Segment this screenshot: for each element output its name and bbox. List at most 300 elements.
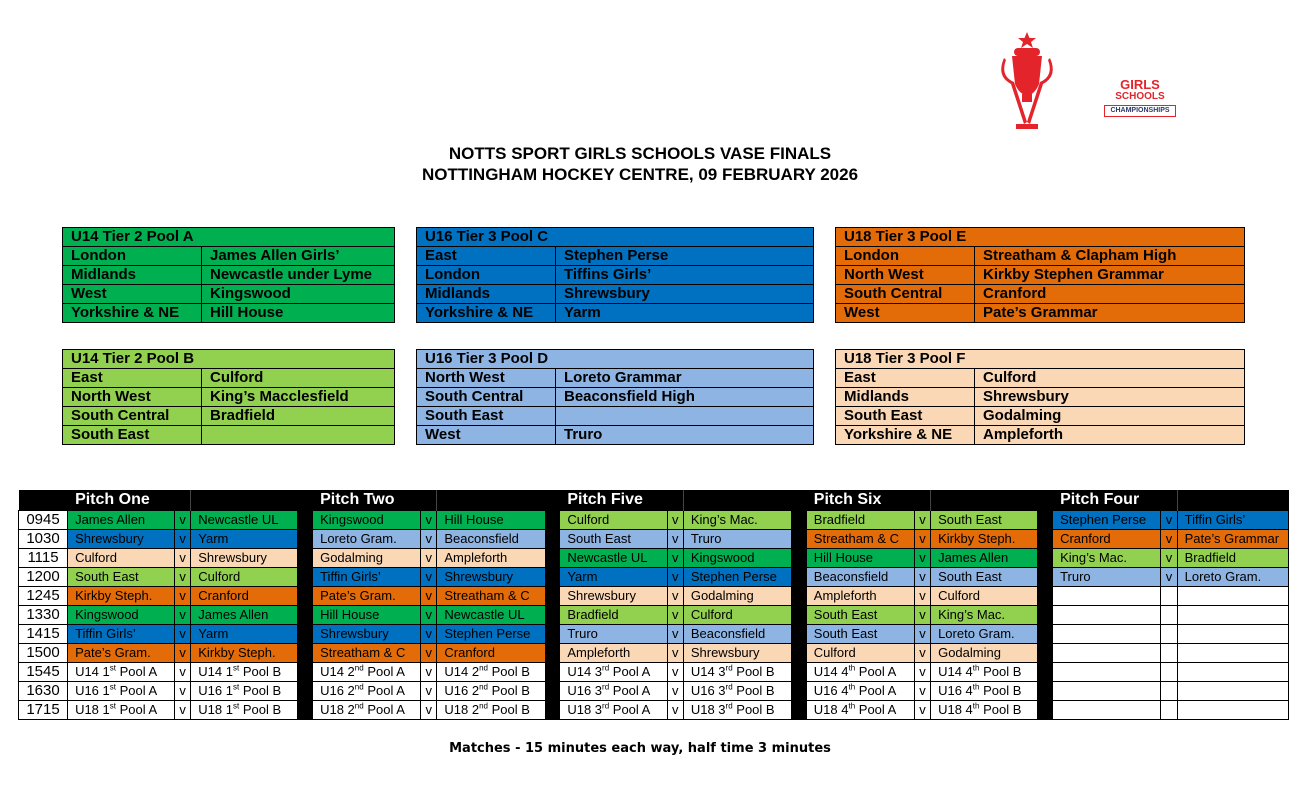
pool-region: London xyxy=(836,247,975,266)
pool-region: North West xyxy=(836,266,975,285)
pitch-header-blank xyxy=(175,490,191,511)
home-team: Truro xyxy=(1053,568,1161,587)
pool-table xyxy=(835,227,1245,323)
home-team xyxy=(1053,644,1161,663)
pool-school: Kingswood xyxy=(202,285,395,304)
versus-label: v xyxy=(667,530,683,549)
pool-row xyxy=(417,266,814,285)
away-team: Godalming xyxy=(931,644,1038,663)
versus-label: v xyxy=(667,606,683,625)
home-team: Stephen Perse xyxy=(1053,511,1161,530)
home-team: South East xyxy=(806,625,914,644)
away-team: Loreto Gram. xyxy=(1177,568,1288,587)
away-team: U16 2nd Pool B xyxy=(437,682,545,701)
schedule-row xyxy=(19,587,1289,606)
pitch-separator xyxy=(1038,625,1053,644)
pitch-separator xyxy=(792,682,807,701)
home-team: Cranford xyxy=(1053,530,1161,549)
pool-row xyxy=(417,285,814,304)
pitch-separator xyxy=(1038,568,1053,587)
versus-label: v xyxy=(421,568,437,587)
away-team: U16 3rd Pool B xyxy=(683,682,791,701)
pool-school: Shrewsbury xyxy=(556,285,814,304)
pool-table xyxy=(62,227,395,323)
away-team xyxy=(1177,682,1288,701)
versus-label: v xyxy=(421,549,437,568)
pitch-separator xyxy=(792,568,807,587)
pitch-separator xyxy=(545,549,560,568)
pitch-separator xyxy=(1038,644,1053,663)
pool-row xyxy=(836,388,1245,407)
away-team: U16 1st Pool B xyxy=(191,682,298,701)
versus-label xyxy=(1161,663,1177,682)
pitch-separator xyxy=(792,490,807,511)
pitch-separator xyxy=(545,511,560,530)
pool-school: Newcastle under Lyme xyxy=(202,266,395,285)
versus-label: v xyxy=(421,701,437,720)
away-team: Loreto Gram. xyxy=(931,625,1038,644)
home-team: Culford xyxy=(560,511,667,530)
versus-label: v xyxy=(421,625,437,644)
away-team: Hill House xyxy=(437,511,545,530)
versus-label: v xyxy=(914,625,930,644)
match-time: 1415 xyxy=(19,625,68,644)
home-team: Tiffin Girls’ xyxy=(313,568,421,587)
pitch-header-blank xyxy=(421,490,437,511)
pool-region: East xyxy=(63,369,202,388)
versus-label xyxy=(1161,606,1177,625)
match-time: 1715 xyxy=(19,701,68,720)
pitch-separator xyxy=(1038,663,1053,682)
away-team: Kingswood xyxy=(683,549,791,568)
pitch-separator xyxy=(792,701,807,720)
pitch-separator xyxy=(298,490,313,511)
home-team: U14 2nd Pool A xyxy=(313,663,421,682)
pool-school xyxy=(556,407,814,426)
pitch-header-blank xyxy=(1177,490,1288,511)
away-team: Streatham & C xyxy=(437,587,545,606)
away-team: James Allen xyxy=(931,549,1038,568)
logo-line-girls: GIRLS xyxy=(1120,77,1160,92)
home-team: U16 1st Pool A xyxy=(68,682,175,701)
pool-school: Tiffins Girls’ xyxy=(556,266,814,285)
away-team: Cranford xyxy=(191,587,298,606)
pitch-separator xyxy=(1038,587,1053,606)
schedule-row xyxy=(19,644,1289,663)
pool-region: London xyxy=(63,247,202,266)
schedule-header-row xyxy=(19,490,1289,511)
versus-label: v xyxy=(667,663,683,682)
home-team xyxy=(1053,625,1161,644)
versus-label: v xyxy=(914,511,930,530)
away-team: Truro xyxy=(683,530,791,549)
pool-row xyxy=(417,304,814,323)
match-time: 1500 xyxy=(19,644,68,663)
home-team: King’s Mac. xyxy=(1053,549,1161,568)
away-team: Stephen Perse xyxy=(437,625,545,644)
pool-region: South East xyxy=(63,426,202,445)
home-team: Ampleforth xyxy=(560,644,667,663)
away-team: Shrewsbury xyxy=(191,549,298,568)
versus-label: v xyxy=(667,587,683,606)
schedule-row xyxy=(19,625,1289,644)
away-team: Godalming xyxy=(683,587,791,606)
pool-row xyxy=(836,304,1245,323)
pitch-header: Pitch Two xyxy=(313,490,421,511)
versus-label: v xyxy=(1161,530,1177,549)
pool-region: Midlands xyxy=(836,388,975,407)
pitch-separator xyxy=(298,511,313,530)
away-team xyxy=(1177,701,1288,720)
home-team: U14 4th Pool A xyxy=(806,663,914,682)
versus-label xyxy=(1161,587,1177,606)
away-team: Tiffin Girls’ xyxy=(1177,511,1288,530)
pitch-header-blank xyxy=(683,490,791,511)
pool-row xyxy=(836,285,1245,304)
home-team: Beaconsfield xyxy=(806,568,914,587)
versus-label: v xyxy=(914,606,930,625)
away-team: U16 4th Pool B xyxy=(931,682,1038,701)
pool-row xyxy=(63,247,395,266)
away-team: Beaconsfield xyxy=(683,625,791,644)
home-team: U18 1st Pool A xyxy=(68,701,175,720)
versus-label: v xyxy=(914,644,930,663)
versus-label: v xyxy=(175,568,191,587)
pitch-separator xyxy=(545,663,560,682)
pool-school: Godalming xyxy=(975,407,1245,426)
pool-region: South Central xyxy=(417,388,556,407)
schedule-row xyxy=(19,701,1289,720)
pitch-separator xyxy=(792,549,807,568)
versus-label: v xyxy=(667,644,683,663)
versus-label xyxy=(1161,682,1177,701)
pool-school: Loreto Grammar xyxy=(556,369,814,388)
pitch-separator xyxy=(298,530,313,549)
pool-region: West xyxy=(63,285,202,304)
match-rules-note: Matches - 15 minutes each way, half time 3 minutes xyxy=(449,741,831,756)
home-team: Yarm xyxy=(560,568,667,587)
pool-title: U14 Tier 2 Pool B xyxy=(63,350,395,369)
schedule-row xyxy=(19,568,1289,587)
away-team: Shrewsbury xyxy=(437,568,545,587)
versus-label: v xyxy=(421,644,437,663)
pitch-separator xyxy=(1038,511,1053,530)
pitch-header-blank xyxy=(437,490,545,511)
pitch-separator xyxy=(298,701,313,720)
away-team: Stephen Perse xyxy=(683,568,791,587)
home-team xyxy=(1053,587,1161,606)
pitch-separator xyxy=(792,530,807,549)
away-team: Yarm xyxy=(191,530,298,549)
pool-region: South Central xyxy=(63,407,202,426)
versus-label: v xyxy=(914,682,930,701)
versus-label: v xyxy=(1161,511,1177,530)
match-time: 1330 xyxy=(19,606,68,625)
away-team: South East xyxy=(931,511,1038,530)
home-team: U14 3rd Pool A xyxy=(560,663,667,682)
pool-row xyxy=(417,247,814,266)
pitch-header-blank xyxy=(931,490,1038,511)
home-team: U18 4th Pool A xyxy=(806,701,914,720)
home-team: Kirkby Steph. xyxy=(68,587,175,606)
pitch-header: Pitch One xyxy=(68,490,175,511)
logo-text xyxy=(1100,78,1180,117)
pitch-header-blank xyxy=(1161,490,1177,511)
pool-title: U14 Tier 2 Pool A xyxy=(63,228,395,247)
pool-school: Stephen Perse xyxy=(556,247,814,266)
pool-row xyxy=(836,407,1245,426)
pitch-separator xyxy=(545,490,560,511)
away-team: Newcastle UL xyxy=(191,511,298,530)
pool-region: South East xyxy=(836,407,975,426)
versus-label: v xyxy=(667,701,683,720)
versus-label: v xyxy=(1161,568,1177,587)
pitch-header: Pitch Four xyxy=(1053,490,1161,511)
versus-label: v xyxy=(175,625,191,644)
home-team: U18 2nd Pool A xyxy=(313,701,421,720)
away-team: Pate’s Grammar xyxy=(1177,530,1288,549)
versus-label: v xyxy=(667,511,683,530)
away-team: Culford xyxy=(683,606,791,625)
pitch-separator xyxy=(792,625,807,644)
pool-row xyxy=(63,426,395,445)
versus-label: v xyxy=(421,682,437,701)
pitch-header-blank xyxy=(191,490,298,511)
pitch-separator xyxy=(792,606,807,625)
versus-label: v xyxy=(175,606,191,625)
versus-label: v xyxy=(667,549,683,568)
schedule-row xyxy=(19,511,1289,530)
schedule-row xyxy=(19,530,1289,549)
away-team: Kirkby Steph. xyxy=(931,530,1038,549)
pitch-separator xyxy=(545,568,560,587)
away-team: U14 3rd Pool B xyxy=(683,663,791,682)
versus-label: v xyxy=(1161,549,1177,568)
versus-label: v xyxy=(175,682,191,701)
home-team: Shrewsbury xyxy=(560,587,667,606)
page-subtitle: NOTTINGHAM HOCKEY CENTRE, 09 FEBRUARY 2026 xyxy=(421,165,859,184)
away-team: U18 4th Pool B xyxy=(931,701,1038,720)
home-team: Tiffin Girls’ xyxy=(68,625,175,644)
home-team: South East xyxy=(560,530,667,549)
pitch-separator xyxy=(298,644,313,663)
match-time: 0945 xyxy=(19,511,68,530)
pool-school xyxy=(202,426,395,445)
home-team: Kingswood xyxy=(313,511,421,530)
pool-school: Kirkby Stephen Grammar xyxy=(975,266,1245,285)
pitch-separator xyxy=(545,587,560,606)
away-team: Culford xyxy=(191,568,298,587)
home-team: Hill House xyxy=(806,549,914,568)
home-team: Godalming xyxy=(313,549,421,568)
home-team: Culford xyxy=(68,549,175,568)
away-team xyxy=(1177,663,1288,682)
versus-label: v xyxy=(175,587,191,606)
pitch-separator xyxy=(298,549,313,568)
pool-school: Cranford xyxy=(975,285,1245,304)
versus-label: v xyxy=(914,568,930,587)
pool-school: Shrewsbury xyxy=(975,388,1245,407)
home-team: Shrewsbury xyxy=(68,530,175,549)
home-team xyxy=(1053,682,1161,701)
versus-label: v xyxy=(914,701,930,720)
pool-row xyxy=(63,369,395,388)
pool-row xyxy=(63,407,395,426)
pool-title: U16 Tier 3 Pool D xyxy=(417,350,814,369)
away-team: Bradfield xyxy=(1177,549,1288,568)
pitch-separator xyxy=(545,606,560,625)
schedule-row xyxy=(19,549,1289,568)
home-team: U16 2nd Pool A xyxy=(313,682,421,701)
home-team: Streatham & C xyxy=(806,530,914,549)
pool-table xyxy=(416,349,814,445)
away-team: Cranford xyxy=(437,644,545,663)
pool-school: Beaconsfield High xyxy=(556,388,814,407)
pool-region: East xyxy=(836,369,975,388)
away-team: Shrewsbury xyxy=(683,644,791,663)
pool-region: Midlands xyxy=(63,266,202,285)
pool-row xyxy=(63,388,395,407)
schedule-row xyxy=(19,606,1289,625)
home-team: South East xyxy=(68,568,175,587)
pool-table xyxy=(416,227,814,323)
away-team: Beaconsfield xyxy=(437,530,545,549)
versus-label: v xyxy=(914,587,930,606)
pool-row xyxy=(63,285,395,304)
versus-label: v xyxy=(175,663,191,682)
pool-school: Pate’s Grammar xyxy=(975,304,1245,323)
pool-row xyxy=(836,369,1245,388)
away-team: U14 1st Pool B xyxy=(191,663,298,682)
logo-line-championships: CHAMPIONSHIPS xyxy=(1104,105,1176,117)
away-team xyxy=(1177,625,1288,644)
versus-label: v xyxy=(914,663,930,682)
pool-table xyxy=(835,349,1245,445)
pool-school: Bradfield xyxy=(202,407,395,426)
pool-title: U18 Tier 3 Pool E xyxy=(836,228,1245,247)
pitch-separator xyxy=(545,625,560,644)
versus-label: v xyxy=(421,663,437,682)
home-team: Pate’s Gram. xyxy=(313,587,421,606)
home-team: South East xyxy=(806,606,914,625)
pitch-separator xyxy=(545,530,560,549)
home-team: Streatham & C xyxy=(313,644,421,663)
time-header xyxy=(19,490,68,511)
match-time: 1115 xyxy=(19,549,68,568)
home-team: Bradfield xyxy=(560,606,667,625)
pitch-header-blank xyxy=(667,490,683,511)
home-team xyxy=(1053,701,1161,720)
home-team: Pate’s Gram. xyxy=(68,644,175,663)
pitch-separator xyxy=(1038,701,1053,720)
pitch-separator xyxy=(545,682,560,701)
pitch-separator xyxy=(792,511,807,530)
pool-region: Yorkshire & NE xyxy=(63,304,202,323)
home-team: Ampleforth xyxy=(806,587,914,606)
home-team: Truro xyxy=(560,625,667,644)
match-schedule-table xyxy=(18,490,1289,720)
pool-region: West xyxy=(417,426,556,445)
versus-label: v xyxy=(667,625,683,644)
page-title: NOTTS SPORT GIRLS SCHOOLS VASE FINALS xyxy=(448,144,832,163)
pool-row xyxy=(63,266,395,285)
pool-school: Culford xyxy=(202,369,395,388)
home-team: Newcastle UL xyxy=(560,549,667,568)
versus-label: v xyxy=(175,511,191,530)
versus-label: v xyxy=(421,511,437,530)
versus-label: v xyxy=(175,549,191,568)
schedule-row xyxy=(19,663,1289,682)
pool-school: King’s Macclesfield xyxy=(202,388,395,407)
versus-label: v xyxy=(421,587,437,606)
pool-title: U16 Tier 3 Pool C xyxy=(417,228,814,247)
pool-region: London xyxy=(417,266,556,285)
match-time: 1630 xyxy=(19,682,68,701)
pool-row xyxy=(836,247,1245,266)
pool-school: Truro xyxy=(556,426,814,445)
versus-label: v xyxy=(914,549,930,568)
away-team: U14 2nd Pool B xyxy=(437,663,545,682)
pitch-header-blank xyxy=(914,490,930,511)
versus-label: v xyxy=(667,682,683,701)
home-team: Culford xyxy=(806,644,914,663)
versus-label xyxy=(1161,644,1177,663)
away-team: Kirkby Steph. xyxy=(191,644,298,663)
pool-row xyxy=(836,426,1245,445)
home-team: Shrewsbury xyxy=(313,625,421,644)
pitch-separator xyxy=(298,568,313,587)
pitch-separator xyxy=(792,587,807,606)
pitch-header: Pitch Six xyxy=(806,490,914,511)
pool-region: Yorkshire & NE xyxy=(836,426,975,445)
pool-title: U18 Tier 3 Pool F xyxy=(836,350,1245,369)
pool-row xyxy=(417,407,814,426)
pitch-separator xyxy=(1038,530,1053,549)
home-team: U14 1st Pool A xyxy=(68,663,175,682)
pitch-separator xyxy=(298,625,313,644)
pitch-separator xyxy=(1038,606,1053,625)
pool-region: East xyxy=(417,247,556,266)
away-team: James Allen xyxy=(191,606,298,625)
away-team: King’s Mac. xyxy=(683,511,791,530)
pool-row xyxy=(417,426,814,445)
pool-table xyxy=(62,349,395,445)
pool-region: South Central xyxy=(836,285,975,304)
pitch-separator xyxy=(545,701,560,720)
home-team: U18 3rd Pool A xyxy=(560,701,667,720)
home-team: U16 4th Pool A xyxy=(806,682,914,701)
away-team: Yarm xyxy=(191,625,298,644)
home-team xyxy=(1053,663,1161,682)
away-team: U18 1st Pool B xyxy=(191,701,298,720)
pool-row xyxy=(63,304,395,323)
pitch-separator xyxy=(1038,490,1053,511)
home-team: James Allen xyxy=(68,511,175,530)
pool-school: Yarm xyxy=(556,304,814,323)
versus-label: v xyxy=(175,530,191,549)
pool-region: West xyxy=(836,304,975,323)
versus-label: v xyxy=(421,606,437,625)
versus-label: v xyxy=(914,530,930,549)
pitch-separator xyxy=(1038,549,1053,568)
away-team: Culford xyxy=(931,587,1038,606)
pool-school: Culford xyxy=(975,369,1245,388)
versus-label: v xyxy=(175,644,191,663)
pool-row xyxy=(417,369,814,388)
pitch-separator xyxy=(298,663,313,682)
logo-line-schools: SCHOOLS xyxy=(1115,91,1165,102)
pitch-separator xyxy=(298,587,313,606)
